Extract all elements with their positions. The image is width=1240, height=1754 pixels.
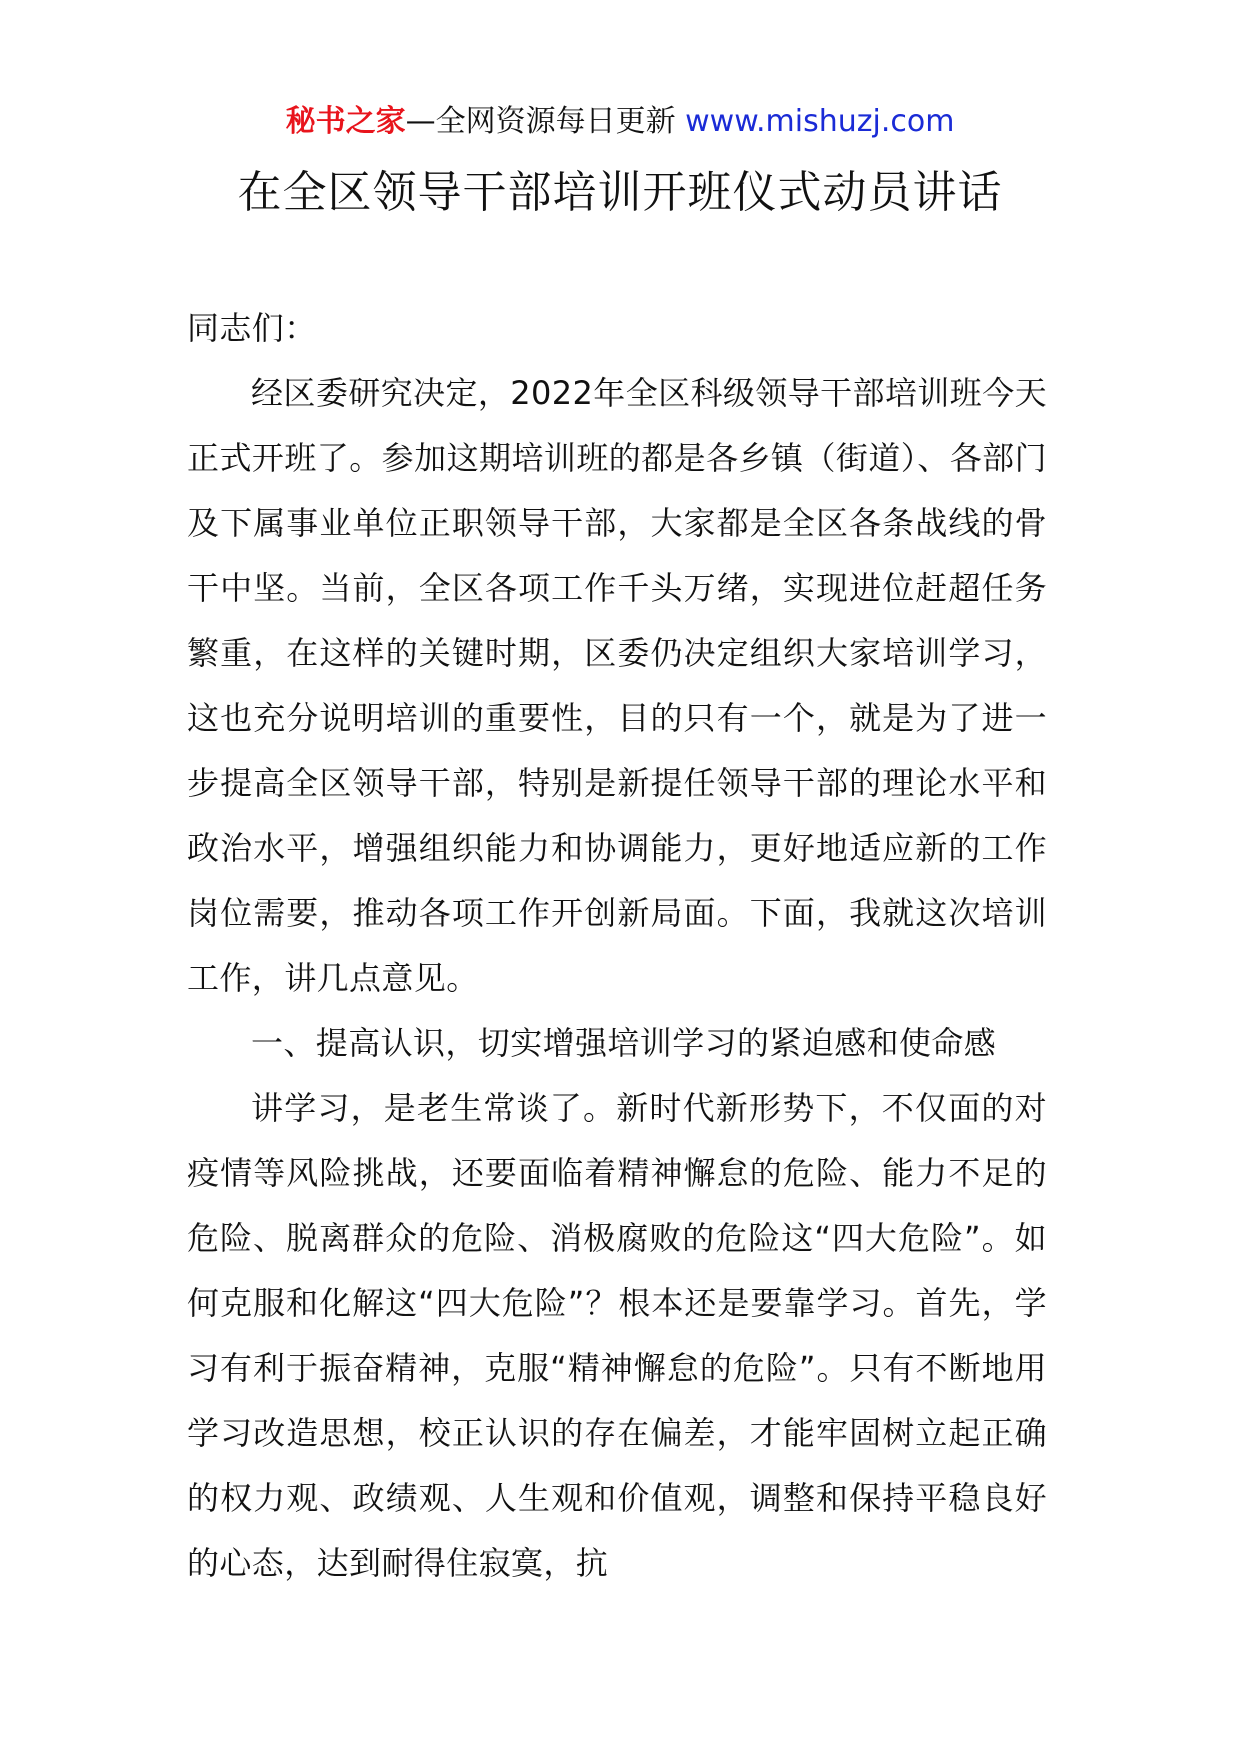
brand-name: 秘书之家 [285, 104, 406, 139]
watermark-header [0, 100, 1240, 144]
salutation: 同志们： [187, 309, 317, 347]
document-body [187, 296, 1047, 1596]
site-url: www.mishuzj.com [685, 104, 955, 139]
paragraph: 经区委研究决定，2022年全区科级领导干部培训班今天正式开班了。参加这期培训班的都是各乡镇（街道）、各部门及下属事业单位正职领导干部，大家都是全区各条战线的骨干中坚。当前，全区各项工作千头万绪，实现进位赶超任务繁重，在这样的关键时期，区委仍决定组织大家培训学习，这也充分说明培训的重要性，目的只有一个，就是为了进一步提高全区领导干部，特别是新提任领导干部的理论水平和政治水平，增强组织能力和协调能力，更好地适应新的工作岗位需要，推动各项工作开创新局面。下面，我就这次培训工作，讲几点意见。 [187, 374, 1047, 997]
document-title: 在全区领导干部培训开班仪式动员讲话 [237, 167, 1003, 218]
header-slogan: —全网资源每日更新 [405, 104, 676, 139]
paragraph: 讲学习，是老生常谈了。新时代新形势下，不仅面的对疫情等风险挑战，还要面临着精神懈怠的危险、能力不足的危险、脱离群众的危险、消极腐败的危险这“四大危险”。如何克服和化解这“四大危险”？根本还是要靠学习。首先，学习有利于振奋精神，克服“精神懈怠的危险”。只有不断地用学习改造思想，校正认识的存在偏差，才能牢固树立起正确的权力观、政绩观、人生观和价值观，调整和保持平稳良好的心态，达到耐得住寂寞，抗 [187, 1089, 1047, 1582]
section-heading: 一、提高认识，切实增强培训学习的紧迫感和使命感 [251, 1024, 997, 1062]
